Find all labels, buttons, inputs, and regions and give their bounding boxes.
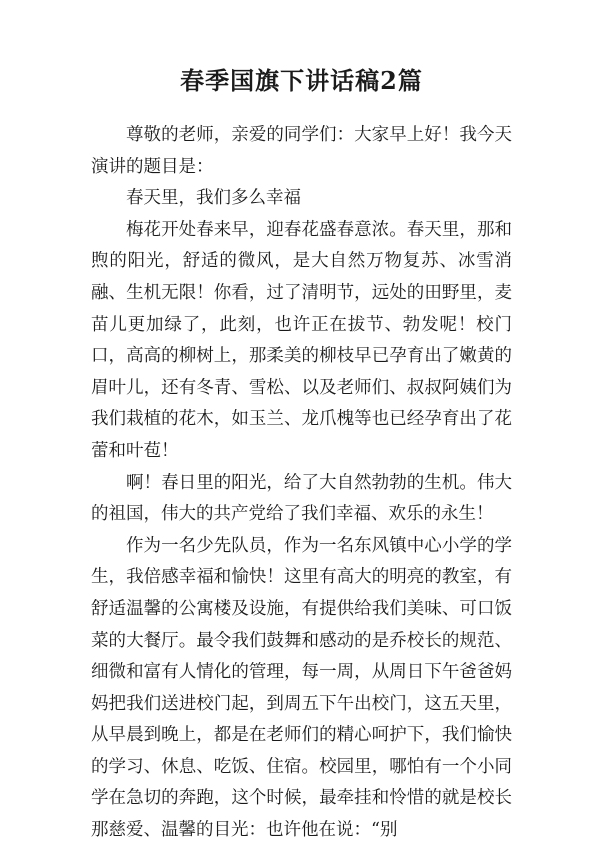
paragraph-spring-scenery: 梅花开处春来早，迎春花盛春意浓。春天里，那和煦的阳光，舒适的微风，是大自然万物复苏、冰雪消融、生机无限！你看，过了清明节，远处的田野里，麦苗儿更加绿了，此刻，也许正在拔节、勃发呢！校门口，高高的柳树上，那柔美的柳枝早已孕育出了嫩黄的眉叶儿，还有冬青、雪松、以及老师们、叔叔阿姨们为我们栽植的花木，如玉兰、龙爪槐等也已经孕育出了花蕾和叶苞！ xyxy=(91,219,512,461)
document-title: 春季国旗下讲话稿2篇 xyxy=(180,66,423,95)
paragraph-sunshine: 啊！春日里的阳光，给了大自然勃勃的生机。伟大的祖国，伟大的共产党给了我们幸福、欢乐的永生！ xyxy=(91,472,512,525)
paragraph-greeting: 尊敬的老师，亲爱的同学们：大家早上好！我今天演讲的题目是： xyxy=(91,125,512,177)
paragraph-school-life: 作为一名少先队员，作为一名东风镇中心小学的学生，我倍感幸福和愉快！这里有高大的明亮的教室，有舒适温馨的公寓楼及设施，有提供给我们美味、可口饭菜的大餐厅。最令我们鼓舞和感动的是乔校长的规范、细微和富有人情化的管理，每一周，从周日下午爸爸妈妈把我们送进校门起，到周五下午出校门，这五天里，从早晨到晚上，都是在老师们的精心呵护下，我们愉快的学习、休息、吃饭、住宿。校园里，哪怕有一个小同学在急切的奔跑，这个时候，最牵挂和怜惜的就是校长那慈爱、温馨的目光：也许他在说：“别 xyxy=(91,535,512,841)
paragraph-speech-topic: 春天里，我们多么幸福 xyxy=(126,188,301,209)
